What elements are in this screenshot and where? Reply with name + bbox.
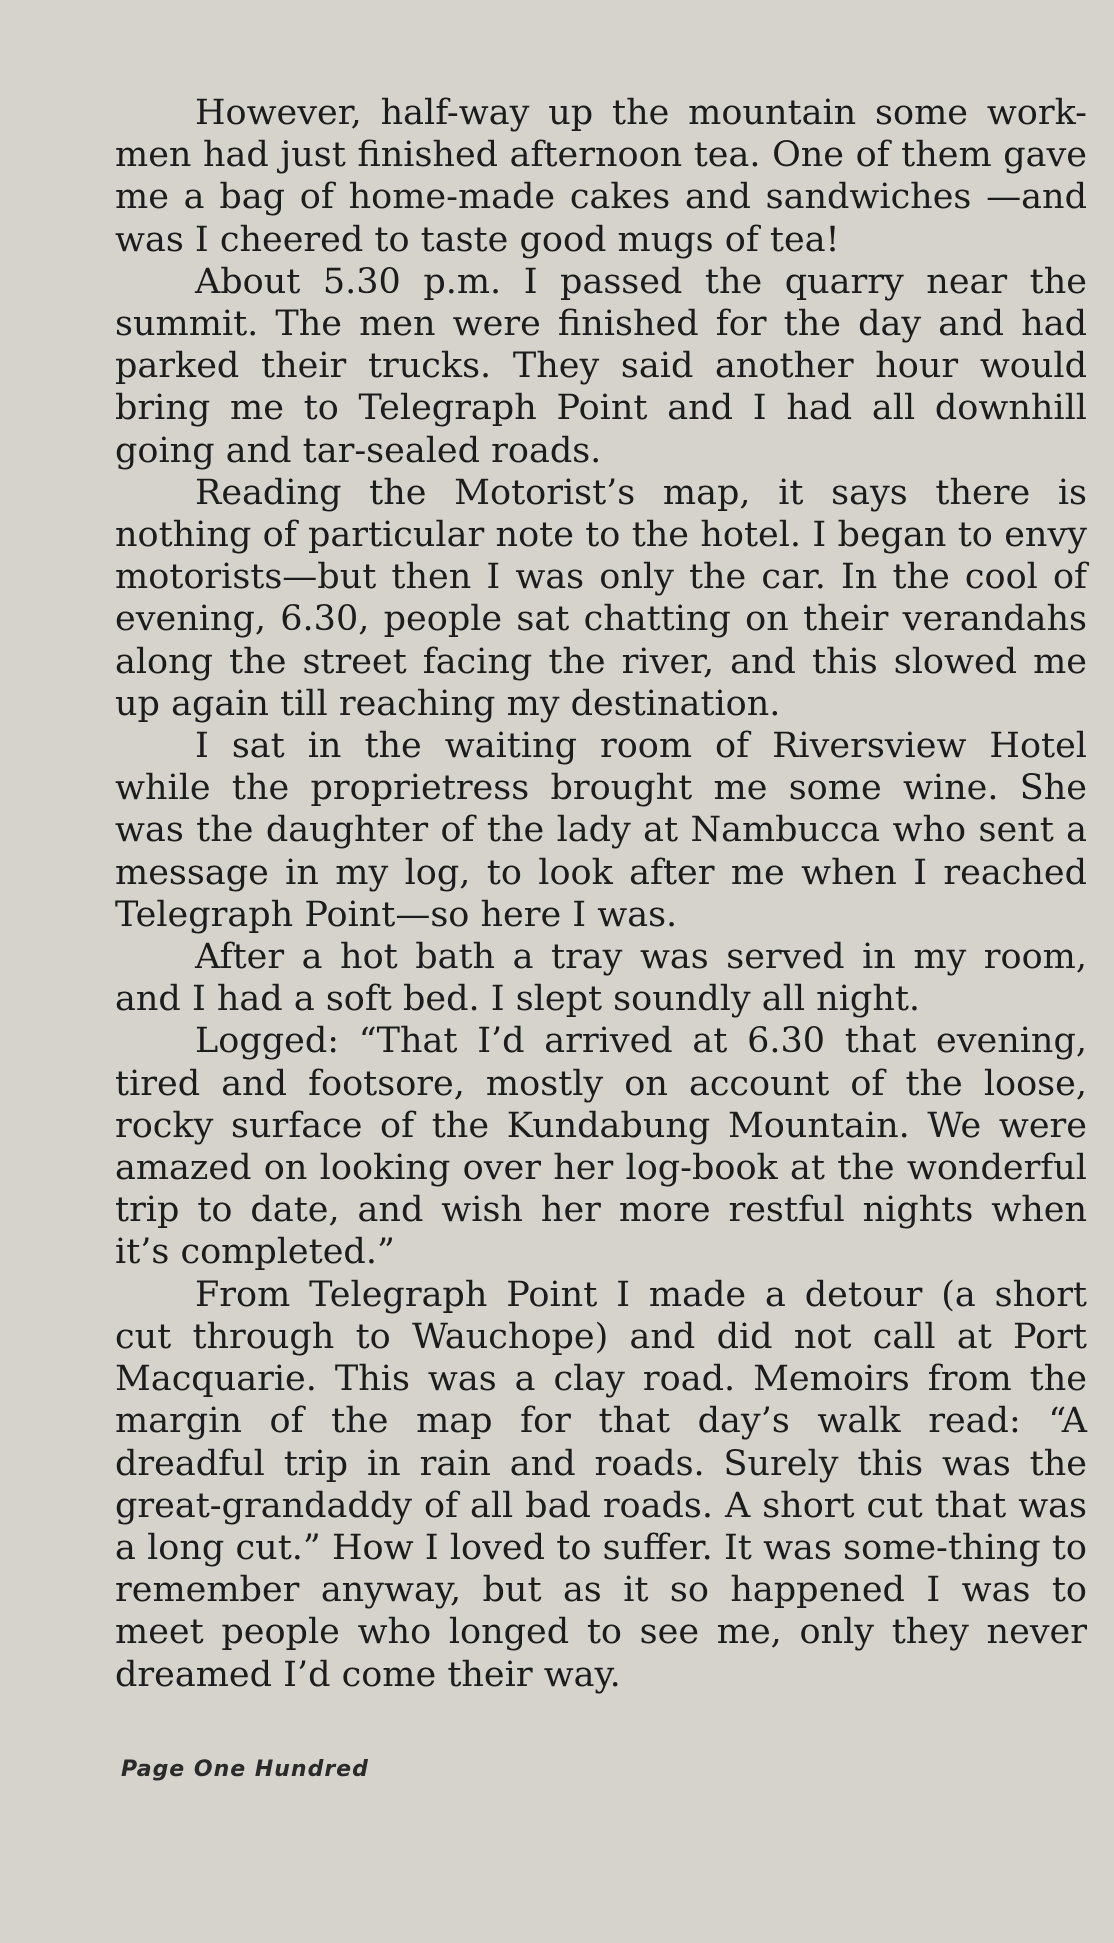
paragraph: From Telegraph Point I made a detour (a short cut through to Wauchope) and did not call at Port Macquarie. This was a clay road. Memoirs from the margin of the map for that day’s walk read: “A dreadful trip in rain and roads. Surely this was the great-grandaddy of all bad roads. A short cut that was a long cut.” How I loved to suffer. It was some-thing to remember anyway, but as it so happened I was to meet people who longed to see me, only they never dreamed I’d come their way. [115,1274,1087,1695]
paragraph: I sat in the waiting room of Riversview Hotel while the proprietress brought me some wine. She was the daughter of the lady at Nambucca who sent a message in my log, to look after me when I reached Telegraph Point—so here I was. [115,726,1087,935]
paragraph: Logged: “That I’d arrived at 6.30 that evening, tired and footsore, mostly on account of the loose, rocky surface of the Kundabung Mountain. We were amazed on looking over her log-book at the wonderful trip to date, and wish her more restful nights when it’s completed.” [115,1021,1087,1273]
paragraph: About 5.30 p.m. I passed the quarry near the summit. The men were finished for the day and had parked their trucks. They said another hour would bring me to Telegraph Point and I had all downhill going and tar-sealed roads. [115,261,1087,471]
body-text [115,92,1087,1696]
paragraph: After a hot bath a tray was served in my room, and I had a soft bed. I slept soundly all night. [115,937,1087,1020]
paragraph: Reading the Motorist’s map, it says there is nothing of particular note to the hotel. I began to envy motorists—but then I was only the car. In the cool of evening, 6.30, people sat chatting on their verandahs along the street facing the river, and this slowed me up again till reaching my destination. [115,472,1087,724]
paragraph: However, half-way up the mountain some work-men had just finished afternoon tea. One of them gave me a bag of home-made cakes and sandwiches —and was I cheered to taste good mugs of tea! [115,93,1087,260]
page-number-footer: Page One Hundred [121,1757,369,1782]
